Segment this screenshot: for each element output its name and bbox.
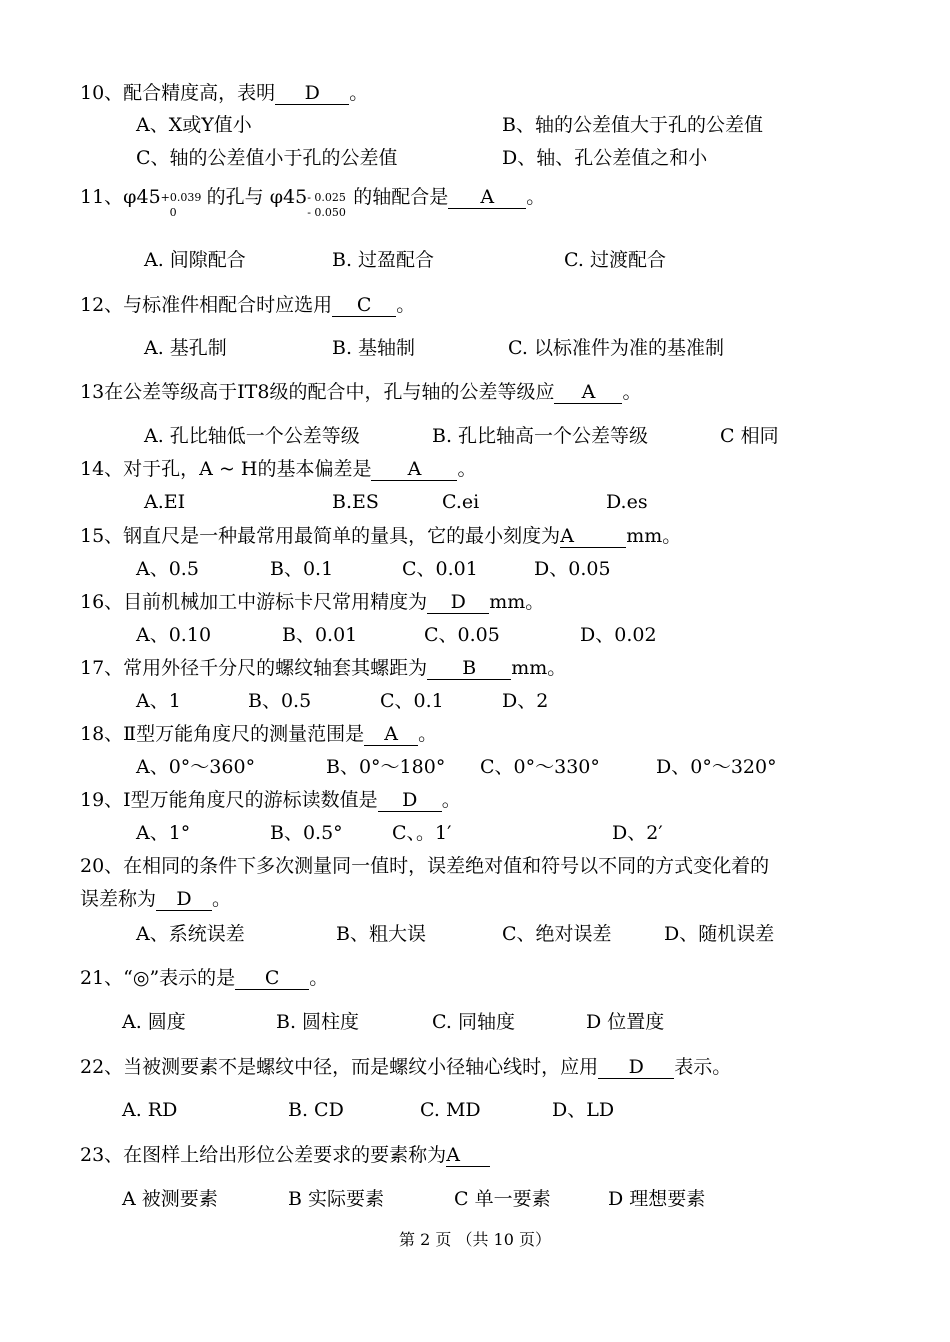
answer-blank: A (448, 186, 526, 209)
option-d: D、0.05 (534, 558, 611, 580)
question-10-stem: 10、配合精度高，表明 D 。 (80, 82, 369, 104)
option-d: D、2′ (612, 822, 663, 844)
answer-blank: A (554, 381, 622, 404)
option-d: D、0.02 (580, 624, 657, 646)
option-c: C.ei (442, 491, 480, 513)
option-a: A、0.10 (136, 624, 212, 646)
answer-blank: C (235, 967, 309, 990)
option-d: D.es (606, 491, 648, 513)
question-17-stem: 17、常用外径千分尺的螺纹轴套其螺距为 B mm。 (80, 657, 567, 679)
question-20-stem-line1: 20、在相同的条件下多次测量同一值时，误差绝对值和符号以不同的方式变化着的 (80, 855, 770, 877)
answer-blank: A (364, 723, 418, 746)
answer-blank: A (560, 525, 626, 548)
question-11-stem: 11、φ45 +0.039 0 的孔与 φ45 - 0.025 - 0.050 的轴配合是 A 。 (80, 186, 546, 219)
option-d: D 理想要素 (608, 1188, 706, 1210)
question-13-stem: 13在公差等级高于IT8级的配合中，孔与轴的公差等级应 A 。 (80, 381, 642, 403)
option-a: A. 圆度 (122, 1011, 186, 1033)
question-16-stem: 16、目前机械加工中游标卡尺常用精度为 D mm。 (80, 591, 545, 613)
option-a: A、1 (136, 690, 181, 712)
question-22-stem: 22、当被测要素不是螺纹中径，而是螺纹小径轴心线时，应用 D 表示。 (80, 1056, 732, 1078)
option-c: C、0.1 (380, 690, 444, 712)
option-a: A、0.5 (136, 558, 199, 580)
option-d: D、0°～320° (656, 756, 777, 778)
option-a: A、系统误差 (136, 923, 245, 945)
option-c: C、绝对误差 (502, 923, 612, 945)
question-14-stem: 14、对于孔，A ~ H的基本偏差是 A 。 (80, 458, 477, 480)
option-b: B. 基轴制 (332, 337, 416, 359)
question-15-stem: 15、钢直尺是一种最常用最简单的量具，它的最小刻度为A mm。 (80, 525, 682, 547)
question-18-stem: 18、Ⅱ型万能角度尺的测量范围是 A 。 (80, 723, 438, 745)
option-b: B. CD (288, 1099, 344, 1121)
option-c: C、轴的公差值小于孔的公差值 (136, 147, 398, 169)
option-b: B、0.01 (282, 624, 358, 646)
option-c: C. MD (420, 1099, 481, 1121)
question-19-stem: 19、Ⅰ型万能角度尺的游标读数值是 D 。 (80, 789, 461, 811)
answer-blank: D (598, 1056, 674, 1079)
option-c: C. 同轴度 (432, 1011, 515, 1033)
option-b: B.ES (332, 491, 379, 513)
option-b: B、0.1 (270, 558, 334, 580)
page-footer: 第 2 页 （共 10 页） (399, 1230, 551, 1249)
option-b: B、粗大误 (336, 923, 426, 945)
option-a: A. RD (122, 1099, 178, 1121)
option-d: D、LD (552, 1099, 615, 1121)
option-c: C、0°～330° (480, 756, 600, 778)
answer-blank: B (427, 657, 511, 680)
question-12-stem: 12、与标准件相配合时应选用 C 。 (80, 294, 416, 316)
option-b: B、0.5° (270, 822, 343, 844)
option-d: D、随机误差 (664, 923, 775, 945)
option-c: C 相同 (720, 425, 779, 447)
option-d: D、2 (502, 690, 549, 712)
hole-tolerance: +0.039 0 (160, 191, 202, 219)
option-c: C. 以标准件为准的基准制 (508, 337, 724, 359)
answer-blank: C (332, 294, 396, 317)
shaft-tolerance: - 0.025 - 0.050 (307, 191, 346, 219)
option-c: C 单一要素 (454, 1188, 551, 1210)
question-21-stem: 21、“◎”表示的是 C 。 (80, 967, 329, 989)
option-c: C、。1′ (392, 822, 452, 844)
answer-blank: D (427, 591, 489, 614)
option-d: D 位置度 (586, 1011, 665, 1033)
option-a: A. 基孔制 (144, 337, 227, 359)
answer-blank: A (371, 458, 457, 481)
answer-blank: D (275, 82, 349, 105)
option-a: A、0°～360° (136, 756, 256, 778)
option-b: B 实际要素 (288, 1188, 385, 1210)
option-a: A. 间隙配合 (144, 249, 246, 271)
option-a: A、X或Y值小 (136, 114, 252, 136)
option-a: A、1° (136, 822, 191, 844)
option-b: B. 圆柱度 (276, 1011, 360, 1033)
question-23-stem: 23、在图样上给出形位公差要求的要素称为A (80, 1142, 490, 1168)
question-20-stem-line2: 误差称为 D 。 (80, 888, 232, 910)
option-c: C、0.01 (402, 558, 478, 580)
answer-blank: D (156, 888, 212, 911)
option-c: C. 过渡配合 (564, 249, 666, 271)
option-a: A.EI (144, 491, 186, 513)
option-b: B. 孔比轴高一个公差等级 (432, 425, 649, 447)
option-b: B、轴的公差值大于孔的公差值 (502, 114, 763, 136)
option-a: A. 孔比轴低一个公差等级 (144, 425, 360, 447)
option-b: B、0.5 (248, 690, 312, 712)
option-b: B、0°～180° (326, 756, 446, 778)
option-a: A 被测要素 (122, 1188, 218, 1210)
option-c: C、0.05 (424, 624, 500, 646)
option-d: D、轴、孔公差值之和小 (502, 147, 708, 169)
option-b: B. 过盈配合 (332, 249, 435, 271)
answer-blank: D (378, 789, 442, 812)
answer-blank: A (446, 1144, 490, 1167)
